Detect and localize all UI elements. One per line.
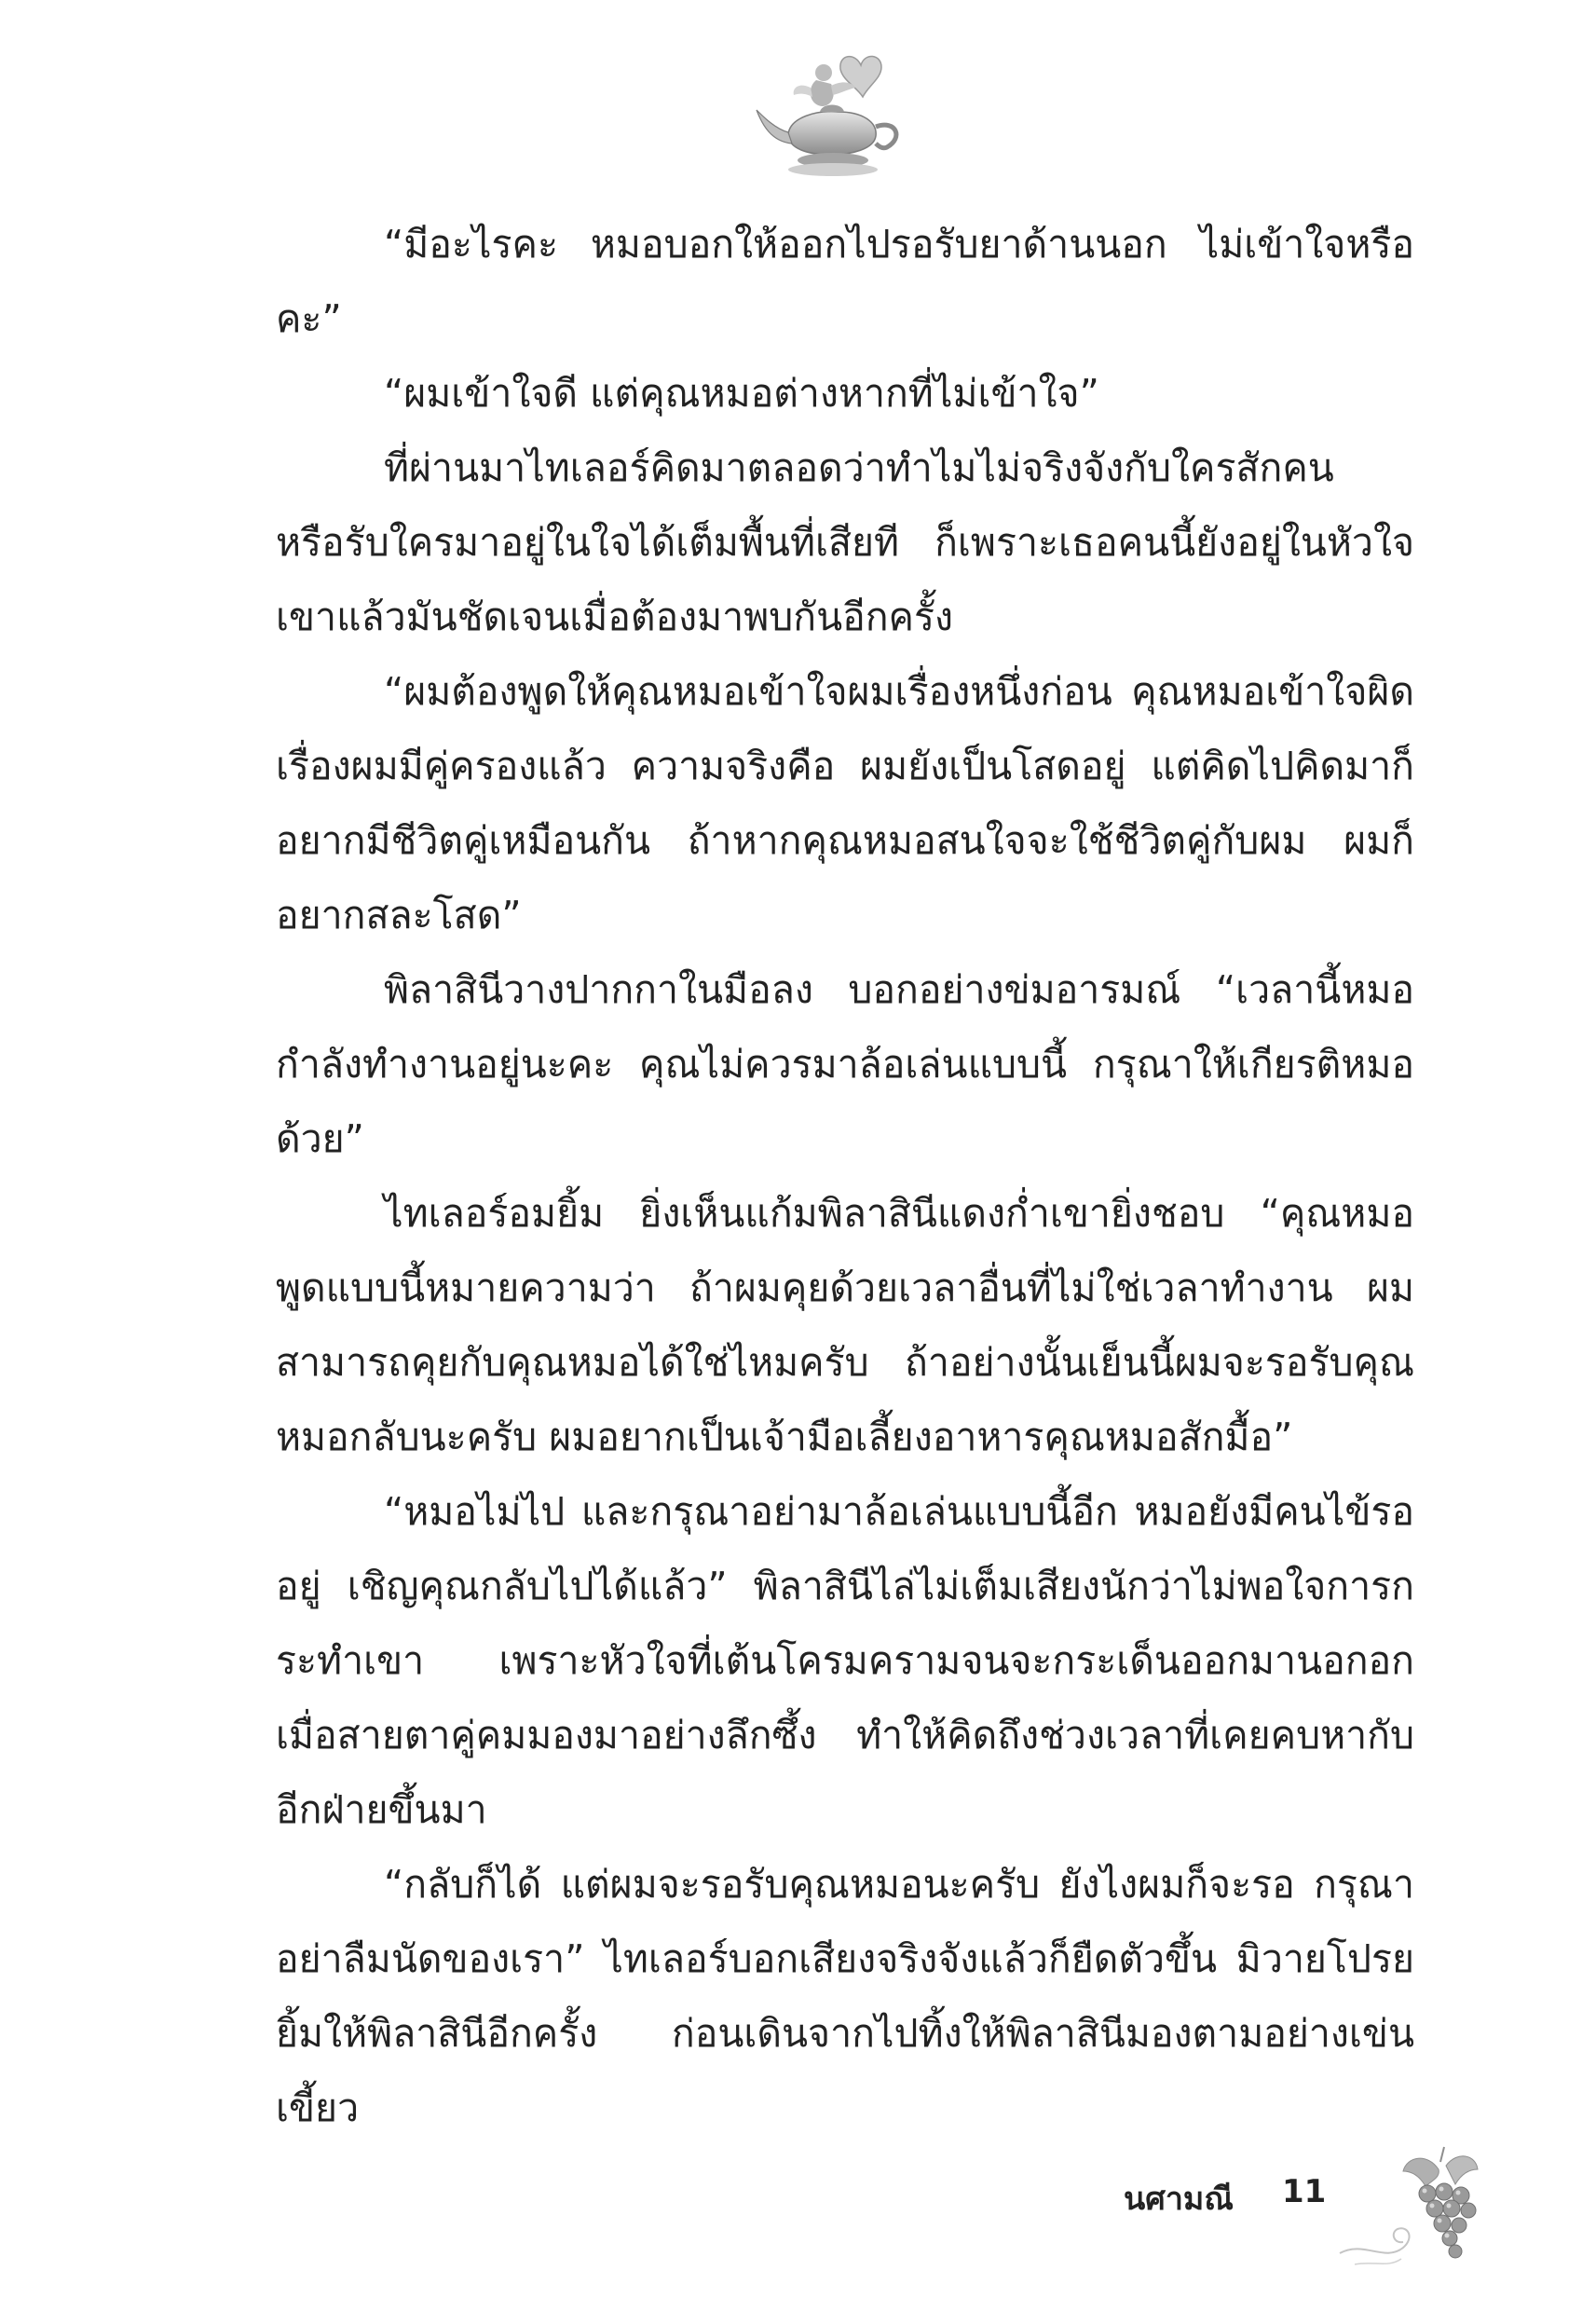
page-footer: [1099, 2143, 1491, 2274]
paragraph: พิลาสินีวางปากกาในมือลง บอกอย่างข่มอารมณ์ “เวลานี้หมอกำลังทำงานอยู่นะคะ คุณไม่ควรมาล้อเล่นแบบนี้ กรุณาให้เกียรติหมอด้วย”: [276, 967, 1414, 1161]
paragraph: “ผมเข้าใจดี แต่คุณหมอต่างหากที่ไม่เข้าใจ”: [384, 371, 1099, 416]
paragraph: ไทเลอร์อมยิ้ม ยิ่งเห็นแก้มพิลาสินีแดงก่ำเขายิ่งชอบ “คุณหมอพูดแบบนี้หมายความว่า ถ้าผมคุยด้วยเวลาอื่นที่ไม่ใช่เวลาทำงาน ผมสามารถคุยกับคุณหมอได้ใช่ไหมครับ ถ้าอย่างนั้นเย็นนี้ผมจะรอรับคุณหมอกลับนะครับ ผมอยากเป็นเจ้ามือเลี้ยงอาหารคุณหมอสักมื้อ”: [276, 1191, 1414, 1459]
paragraph: “กลับก็ได้ แต่ผมจะรอรับคุณหมอนะครับ ยังไงผมก็จะรอ กรุณาอย่าลืมนัดของเรา” ไทเลอร์บอกเสียงจริงจังแล้วก็ยืดตัวขึ้น มิวายโปรยยิ้มให้พิลาสินีอีกครั้ง ก่อนเดินจากไปทิ้งให้พิลาสินีมองตามอย่างเข่นเขี้ยว: [276, 1862, 1414, 2130]
paragraph: “ผมต้องพูดให้คุณหมอเข้าใจผมเรื่องหนึ่งก่อน คุณหมอเข้าใจผิดเรื่องผมมีคู่ครองแล้ว ความจริงคือ ผมยังเป็นโสดอยู่ แต่คิดไปคิดมาก็อยากมีชีวิตคู่เหมือนกัน ถ้าหากคุณหมอสนใจจะใช้ชีวิตคู่กับผม ผมก็อยากสละโสด”: [276, 669, 1414, 937]
grape-cluster-ornament-icon: [1336, 2143, 1494, 2274]
paragraph: “มีอะไรคะ หมอบอกให้ออกไปรอรับยาด้านนอก ไม่เข้าใจหรือคะ”: [276, 222, 1414, 341]
story-text: [276, 207, 1414, 2145]
book-title: นศามณี: [1124, 2181, 1234, 2218]
teapot-cupid-ornament-icon: [751, 45, 919, 185]
page-number: 11: [1282, 2173, 1327, 2210]
paragraph: ที่ผ่านมาไทเลอร์คิดมาตลอดว่าทำไมไม่จริงจังกับใครสักคน หรือรับใครมาอยู่ในใจได้เต็มพื้นที่เสียที ก็เพราะเธอคนนี้ยังอยู่ในหัวใจเขาแล้วมันชัดเจนเมื่อต้องมาพบกันอีกครั้ง: [276, 445, 1414, 639]
paragraph: “หมอไม่ไป และกรุณาอย่ามาล้อเล่นแบบนี้อีก หมอยังมีคนไข้รออยู่ เชิญคุณกลับไปได้แล้ว” พิลาสินีไล่ไม่เต็มเสียงนักว่าไม่พอใจการกระทำเขา เพราะหัวใจที่เต้นโครมครามจนจะกระเด็นออกมานอกอก เมื่อสายตาคู่คมมองมาอย่างลึกซึ้ง ทำให้คิดถึงช่วงเวลาที่เคยคบหากับอีกฝ่ายขึ้นมา: [276, 1489, 1414, 1832]
